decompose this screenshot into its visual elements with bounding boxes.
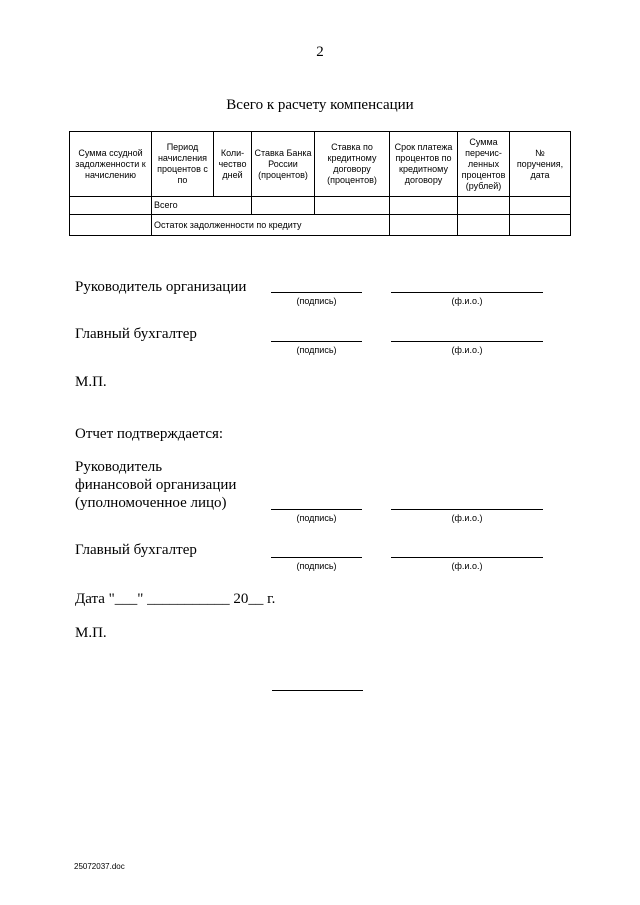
name-caption: (ф.и.о.) bbox=[451, 513, 483, 523]
name-line bbox=[391, 557, 543, 558]
table-header-row bbox=[70, 132, 571, 197]
name-line bbox=[391, 292, 543, 293]
stamp-label: М.П. bbox=[75, 374, 107, 390]
name-line bbox=[391, 509, 543, 510]
header-cell: Коли-чество дней bbox=[214, 132, 252, 197]
header-cell: № поручения, дата bbox=[510, 132, 571, 197]
table-cell bbox=[70, 197, 152, 215]
signature-line bbox=[271, 292, 362, 293]
confirm-label: Отчет подтверждается: bbox=[75, 426, 224, 442]
signature-caption: (подпись) bbox=[296, 561, 337, 571]
fin-head-label-3: (уполномоченное лицо) bbox=[75, 495, 227, 511]
header-cell: Сумма ссудной задолженности к начислению bbox=[70, 132, 152, 197]
header-cell: Период начисления процентов с по bbox=[152, 132, 214, 197]
fin-head-label-1: Руководитель bbox=[75, 459, 163, 475]
signature-caption: (подпись) bbox=[296, 296, 337, 306]
date-line: Дата "___" ___________ 20__ г. bbox=[75, 591, 276, 607]
table-cell bbox=[390, 215, 458, 236]
table-cell bbox=[315, 197, 390, 215]
table-cell bbox=[458, 215, 510, 236]
table-cell bbox=[510, 197, 571, 215]
total-label: Всего bbox=[152, 197, 252, 215]
page-title: Всего к расчету компенсации bbox=[226, 97, 414, 113]
signature-caption: (подпись) bbox=[296, 345, 337, 355]
header-cell: Срок платежа процентов по кредитному договору bbox=[390, 132, 458, 197]
page-number: 2 bbox=[316, 44, 324, 60]
name-caption: (ф.и.о.) bbox=[451, 296, 483, 306]
stamp-label: М.П. bbox=[75, 625, 107, 641]
table-cell bbox=[70, 215, 152, 236]
chief-accountant-label: Главный бухгалтер bbox=[75, 542, 197, 558]
fin-head-label-2: финансовой организации bbox=[75, 477, 237, 493]
table-cell bbox=[390, 197, 458, 215]
header-cell: Ставка Банка России (процентов) bbox=[252, 132, 315, 197]
table-cell bbox=[252, 197, 315, 215]
table-cell bbox=[510, 215, 571, 236]
signature-line bbox=[271, 557, 362, 558]
name-line bbox=[391, 341, 543, 342]
table-cell bbox=[458, 197, 510, 215]
table-row bbox=[70, 215, 571, 236]
name-caption: (ф.и.о.) bbox=[451, 345, 483, 355]
head-of-org-label: Руководитель организации bbox=[75, 279, 247, 295]
header-cell: Ставка по кредитному договору (процентов) bbox=[315, 132, 390, 197]
file-name: 25072037.doc bbox=[74, 862, 125, 871]
signature-line bbox=[271, 509, 362, 510]
signature-line bbox=[271, 341, 362, 342]
balance-label: Остаток задолженности по кредиту bbox=[152, 215, 390, 236]
name-caption: (ф.и.о.) bbox=[451, 561, 483, 571]
chief-accountant-label: Главный бухгалтер bbox=[75, 326, 197, 342]
end-rule bbox=[272, 690, 363, 691]
compensation-table bbox=[69, 131, 571, 236]
signature-caption: (подпись) bbox=[296, 513, 337, 523]
header-cell: Сумма перечис-ленных процентов (рублей) bbox=[458, 132, 510, 197]
table-row bbox=[70, 197, 571, 215]
